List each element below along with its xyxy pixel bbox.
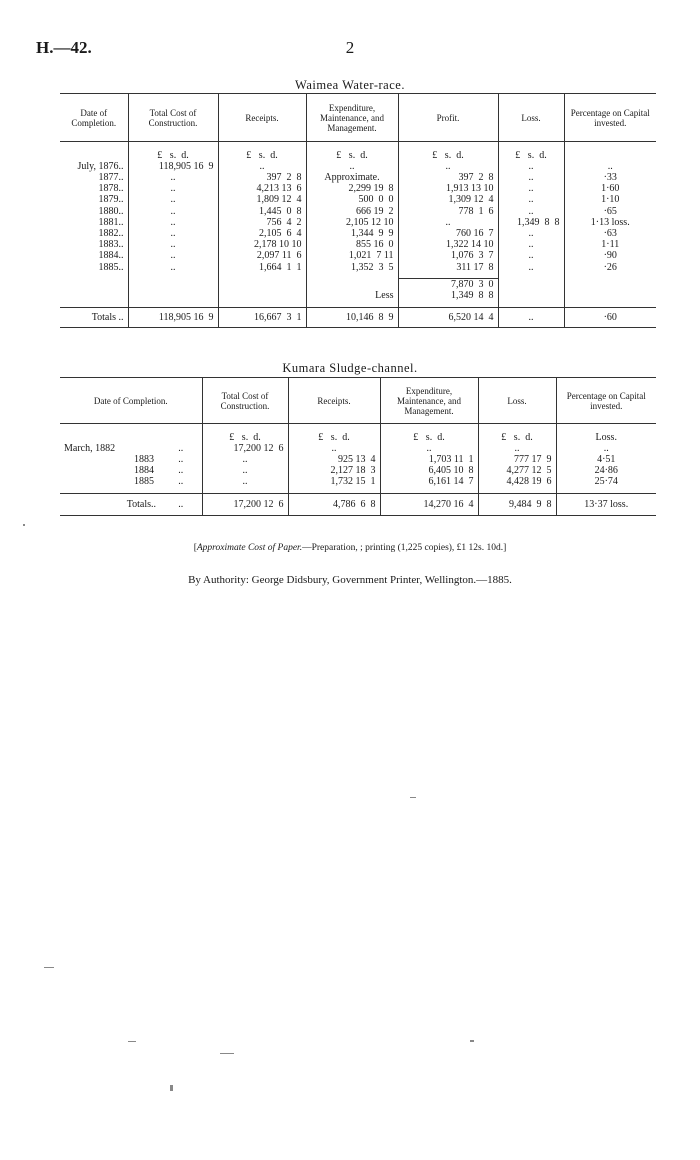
page-number: 2	[345, 38, 355, 57]
less-row	[60, 290, 656, 301]
totals-cell: 118,905 16 9	[128, 308, 218, 328]
table-cell: 1,703 11 1	[380, 454, 478, 465]
table-cell: 1881..	[60, 217, 128, 228]
col-header: Total Cost of Construction.	[202, 378, 288, 424]
table-cell: 1,732 15 1	[288, 476, 380, 487]
note-italic: Approximate Cost of Paper.	[196, 543, 303, 553]
col-header: Date of Completion.	[60, 378, 202, 424]
table-cell: 666 19 2	[306, 206, 398, 217]
currency-cell: £ s. d.	[128, 150, 218, 161]
table-cell: ..	[398, 161, 498, 172]
table-row	[60, 476, 656, 487]
table-cell: ..	[128, 262, 218, 273]
table-row	[60, 443, 656, 454]
table-cell: 1,344 9 9	[306, 228, 398, 239]
table-cell: ·63	[603, 227, 617, 239]
table-cell: 778 1 6	[398, 206, 498, 217]
totals-cell: 16,667 3 1	[218, 308, 306, 328]
currency-cell: £ s. d.	[218, 150, 306, 161]
table-cell: ..	[288, 443, 380, 454]
totals-cell: 9,484 9 8	[478, 494, 556, 516]
currency-cell	[60, 432, 202, 443]
table-cell: 925 13 4	[288, 454, 380, 465]
table-cell: ..	[380, 443, 478, 454]
table-cell: July, 1876..	[60, 161, 128, 172]
currency-cell: £ s. d.	[202, 432, 288, 443]
table-cell: ·90	[603, 250, 617, 262]
scan-speck	[220, 1053, 234, 1054]
table-cell: 1,445 0 8	[218, 206, 306, 217]
totals-row	[60, 308, 656, 328]
table-cell: ..	[398, 217, 498, 228]
spacer-row	[60, 424, 656, 432]
table-cell: 2,299 19 8	[306, 183, 398, 194]
cell	[60, 142, 128, 150]
table-cell: Less	[306, 290, 398, 301]
table-cell: 1884..	[60, 250, 128, 261]
table-cell: 25·74	[594, 476, 618, 488]
col-header: Receipts.	[218, 94, 306, 142]
table-cell: ..	[128, 183, 218, 194]
table-cell: 1882..	[60, 228, 128, 239]
col-header: Receipts.	[288, 378, 380, 424]
table-cell: ..	[128, 239, 218, 250]
scan-speck	[410, 797, 416, 798]
cell	[498, 142, 564, 150]
note-open: [	[193, 543, 197, 553]
waimea-table	[60, 93, 656, 328]
table-row	[60, 206, 656, 217]
totals-cell: ..	[498, 308, 564, 328]
table-cell: 1,809 12 4	[218, 194, 306, 205]
currency-cell: £ s. d.	[498, 150, 564, 161]
table-cell: ..	[128, 172, 218, 183]
currency-cell: £ s. d.	[380, 432, 478, 443]
cell	[128, 142, 218, 150]
currency-cell	[564, 150, 656, 161]
currency-cell	[60, 150, 128, 161]
currency-cell: £ s. d.	[306, 150, 398, 161]
cell	[564, 142, 656, 150]
table-cell: 17,200 12 6	[202, 443, 288, 454]
table-row	[60, 194, 656, 205]
table-cell: ..	[498, 183, 564, 194]
table-cell: ..	[498, 262, 564, 273]
note-rest: —Preparation, ; printing (1,225 copies), £1 12s. 10d.]	[302, 543, 507, 553]
totals-cell: 6,520 14 4	[398, 308, 498, 328]
table-cell: 2,105 12 10	[306, 217, 398, 228]
table-cell: ..	[498, 239, 564, 250]
table-cell: 1,309 12 4	[398, 194, 498, 205]
cell	[218, 142, 306, 150]
table-cell: ..	[603, 442, 609, 454]
currency-cell: Loss.	[595, 431, 617, 443]
table-cell: ..	[202, 476, 288, 487]
table-cell: 1884	[134, 465, 154, 477]
table-cell: 1,349 8 8	[498, 217, 564, 228]
scan-speck	[470, 1040, 474, 1042]
table-cell: ..	[498, 206, 564, 217]
table-cell: 6,405 10 8	[380, 465, 478, 476]
table-cell	[498, 290, 564, 301]
table-cell	[218, 279, 306, 291]
totals-cell: 13·37 loss.	[584, 498, 629, 510]
table-cell: 397 2 8	[398, 172, 498, 183]
table-cell: 1,322 14 10	[398, 239, 498, 250]
table-cell: 2,127 18 3	[288, 465, 380, 476]
table-cell: 760 16 7	[398, 228, 498, 239]
page-code: H.—42.	[36, 38, 92, 57]
col-header: Expenditure, Maintenance, and Management.	[380, 378, 478, 424]
col-header: Profit.	[398, 94, 498, 142]
table-cell: ..	[498, 172, 564, 183]
currency-row	[60, 150, 656, 161]
waimea-header-row	[60, 94, 656, 142]
table-cell: ..	[128, 194, 218, 205]
col-header: Expenditure, Maintenance, and Management.	[306, 94, 398, 142]
currency-row	[60, 432, 656, 443]
table-cell	[60, 279, 128, 291]
table-cell: ..	[498, 228, 564, 239]
table-cell: 4,213 13 6	[218, 183, 306, 194]
table-cell: 1,664 1 1	[218, 262, 306, 273]
table-cell: 4,277 12 5	[478, 465, 556, 476]
col-header: Loss.	[498, 94, 564, 142]
table-cell: 1·10	[601, 194, 620, 206]
table-cell: ..	[202, 465, 288, 476]
table-cell: 756 4 2	[218, 217, 306, 228]
cell	[380, 424, 478, 432]
table-cell	[498, 279, 564, 291]
table-cell: 4,428 19 6	[478, 476, 556, 487]
table-cell: ..	[202, 454, 288, 465]
col-header: Loss.	[478, 378, 556, 424]
table-cell: 1,352 3 5	[306, 262, 398, 273]
table-cell: 1877..	[60, 172, 128, 183]
table-row	[60, 262, 656, 273]
table-cell: ..	[160, 465, 202, 476]
totals-row	[60, 494, 656, 516]
kumara-title: Kumara Sludge-channel.	[282, 361, 418, 375]
table-cell: ..	[128, 206, 218, 217]
table-row	[60, 172, 656, 183]
totals-cell: 17,200 12 6	[202, 494, 288, 516]
table-cell: ..	[498, 161, 564, 172]
table-row	[60, 228, 656, 239]
table-cell	[128, 290, 218, 301]
cell	[556, 424, 656, 432]
printer-authority: By Authority: George Didsbury, Government Printer, Wellington.—1885.	[188, 574, 512, 586]
kumara-table	[60, 377, 656, 516]
table-cell	[564, 279, 656, 291]
totals-cell: 4,786 6 8	[288, 494, 380, 516]
table-cell: ·33	[603, 171, 617, 183]
table-cell: 311 17 8	[398, 262, 498, 273]
table-row	[60, 250, 656, 261]
table-cell: 500 0 0	[306, 194, 398, 205]
table-cell: ..	[128, 217, 218, 228]
table-cell: 1·13 loss.	[590, 216, 630, 228]
table-cell: Approximate.	[306, 172, 398, 183]
table-cell: 1878..	[60, 183, 128, 194]
currency-cell: £ s. d.	[398, 150, 498, 161]
table-cell: 6,161 14 7	[380, 476, 478, 487]
spacer-row	[60, 142, 656, 150]
table-cell: ·65	[603, 205, 617, 217]
table-cell: 397 2 8	[218, 172, 306, 183]
totals-cell: Totals ..	[60, 308, 128, 328]
table-cell: 1·60	[601, 183, 620, 195]
cell	[398, 142, 498, 150]
col-header: Percentage on Capital invested.	[566, 390, 646, 411]
cell	[288, 424, 380, 432]
table-cell: 1·11	[601, 239, 620, 251]
table-cell: 777 17 9	[478, 454, 556, 465]
table-cell: 4·51	[597, 453, 616, 465]
totals-cell: ·60	[603, 312, 617, 324]
table-cell: 1880..	[60, 206, 128, 217]
table-cell: 1883..	[60, 239, 128, 250]
totals-cell: 14,270 16 4	[380, 494, 478, 516]
subtotal-row	[60, 279, 656, 291]
table-cell: ..	[218, 161, 306, 172]
col-header: Percentage on Capital invested.	[570, 107, 650, 128]
table-cell: ..	[160, 476, 202, 487]
table-row	[60, 239, 656, 250]
table-cell: 1885	[134, 476, 154, 488]
table-row	[60, 183, 656, 194]
table-cell: ..	[498, 194, 564, 205]
table-cell: 118,905 16 9	[128, 161, 218, 172]
currency-cell: £ s. d.	[288, 432, 380, 443]
col-header: Date of Completion.	[60, 94, 128, 142]
table-row	[60, 465, 656, 476]
table-cell: ..	[160, 443, 202, 454]
table-cell: 1,349 8 8	[398, 290, 498, 301]
table-row	[60, 161, 656, 172]
totals-cell: Totals..	[126, 498, 156, 510]
table-cell: 1879..	[60, 194, 128, 205]
totals-cell: 10,146 8 9	[306, 308, 398, 328]
table-cell: ·26	[603, 261, 617, 273]
table-cell: ..	[306, 161, 398, 172]
table-cell	[306, 279, 398, 291]
table-cell: 1883	[134, 453, 154, 465]
scan-speck	[170, 1085, 173, 1091]
totals-cell: ..	[160, 494, 202, 516]
table-cell	[218, 290, 306, 301]
table-cell: March, 1882	[64, 442, 116, 454]
table-cell: 2,105 6 4	[218, 228, 306, 239]
table-cell: 2,097 11 6	[218, 250, 306, 261]
table-row	[60, 454, 656, 465]
table-cell: 24·86	[594, 465, 618, 477]
cell	[306, 142, 398, 150]
col-header: Total Cost of Construction.	[128, 94, 218, 142]
table-cell	[564, 290, 656, 301]
table-cell: 7,870 3 0	[398, 279, 498, 291]
cell	[478, 424, 556, 432]
table-cell: 855 16 0	[306, 239, 398, 250]
table-cell: ..	[607, 160, 613, 172]
cell	[202, 424, 288, 432]
table-cell: 1,021 7 11	[306, 250, 398, 261]
table-cell: ..	[498, 250, 564, 261]
table-row	[60, 217, 656, 228]
currency-cell: £ s. d.	[478, 432, 556, 443]
table-cell: ..	[128, 228, 218, 239]
waimea-title: Waimea Water-race.	[295, 78, 405, 92]
table-cell: ..	[128, 250, 218, 261]
table-cell: 1,076 3 7	[398, 250, 498, 261]
table-cell: ..	[160, 454, 202, 465]
table-cell: 1885..	[60, 262, 128, 273]
table-cell: 2,178 10 10	[218, 239, 306, 250]
cell	[60, 424, 202, 432]
scan-speck	[128, 1041, 136, 1042]
table-cell: ..	[478, 443, 556, 454]
table-cell	[60, 290, 128, 301]
table-cell: 1,913 13 10	[398, 183, 498, 194]
table-cell	[128, 279, 218, 291]
scan-speck	[23, 524, 25, 526]
paper-cost-note	[0, 543, 700, 553]
kumara-header-row	[60, 378, 656, 424]
scan-speck	[44, 967, 54, 968]
